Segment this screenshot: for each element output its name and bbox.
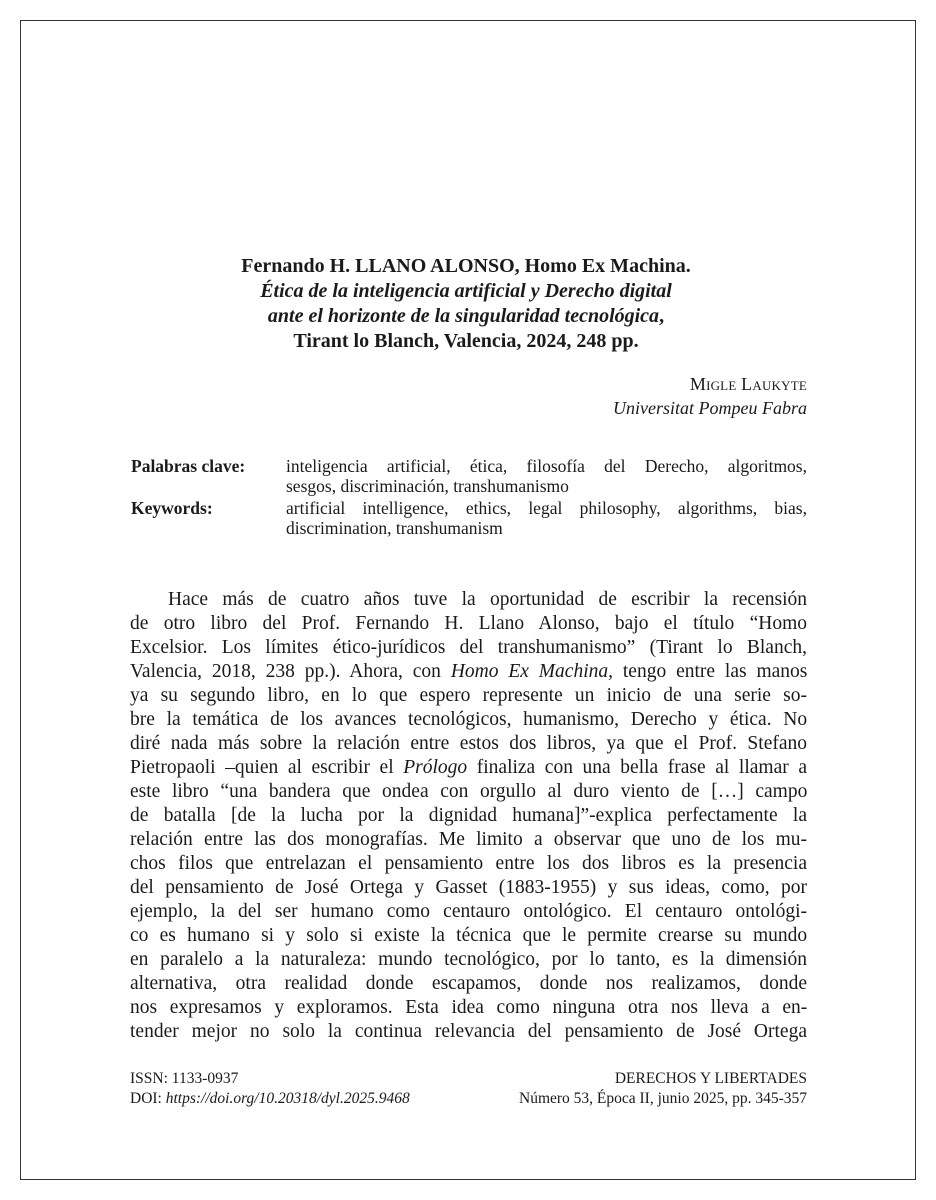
keywords-es-row bbox=[131, 456, 807, 496]
title-line-3-text: ante el horizonte de la singularidad tecnológica bbox=[267, 305, 660, 327]
keywords-es-text bbox=[286, 456, 807, 496]
body-line: chos filos que entrelazan el pensamiento entre los dos libros es la presencia bbox=[130, 853, 807, 874]
body-line bbox=[130, 660, 807, 684]
page-footer bbox=[130, 1069, 807, 1109]
footer-left bbox=[130, 1069, 410, 1109]
doi-label: DOI: bbox=[130, 1090, 166, 1107]
body-paragraph bbox=[130, 588, 807, 1044]
body-line: bre la temática de los avances tecnológicos, humanismo, Derecho y ética. No bbox=[130, 709, 807, 730]
keywords-es-line-1: inteligencia artificial, ética, filosofía del Derecho, algoritmos, bbox=[286, 456, 807, 476]
issue-info: Número 53, Época II, junio 2025, pp. 345-357 bbox=[519, 1090, 807, 1107]
keywords-en-text bbox=[286, 498, 807, 538]
body-line: en paralelo a la naturaleza: mundo tecnológico, por lo tanto, es la dimensión bbox=[130, 949, 807, 970]
prologue-emphasis: Prólogo bbox=[403, 757, 468, 778]
body-line: del pensamiento de José Ortega y Gasset (1883-1955) y sus ideas, como, por bbox=[130, 877, 807, 898]
title-line-4: Tirant lo Blanch, Valencia, 2024, 248 pp. bbox=[293, 330, 639, 352]
keywords-es-label: Palabras clave: bbox=[131, 456, 246, 476]
body-line: de batalla [de la lucha por la dignidad humana]”-explica perfectamente la bbox=[130, 805, 807, 826]
body-line: Excelsior. Los límites ético-jurídicos del transhumanismo” (Tirant lo Blanch, bbox=[130, 637, 807, 658]
body-line-part: tengo entre las manos bbox=[613, 661, 807, 682]
body-line-part: Valencia, 2018, 238 pp.). Ahora, con bbox=[130, 661, 451, 682]
title-line-2: Ética de la inteligencia artificial y Derecho digital bbox=[260, 280, 672, 302]
review-title bbox=[150, 254, 782, 354]
author-affiliation: Universitat Pompeu Fabra bbox=[613, 398, 807, 418]
body-line: de otro libro del Prof. Fernando H. Llano Alonso, bajo el título “Homo bbox=[130, 613, 807, 634]
title-line-3-comma: , bbox=[659, 305, 665, 327]
keywords-en-line-2: discrimination, transhumanism bbox=[286, 518, 503, 538]
doi-link[interactable]: https://doi.org/10.20318/dyl.2025.9468 bbox=[165, 1090, 410, 1107]
author-block bbox=[613, 372, 807, 420]
keywords-es-line-2: sesgos, discriminación, transhumanismo bbox=[286, 476, 569, 496]
doi bbox=[130, 1089, 410, 1109]
body-line: diré nada más sobre la relación entre estos dos libros, ya que el Prof. Stefano bbox=[130, 733, 807, 754]
body-line: ya su segundo libro, en lo que espero represente un inicio de una serie so- bbox=[130, 685, 807, 706]
keywords-en-row bbox=[131, 498, 807, 538]
body-line: este libro “una bandera que ondea con orgullo al duro viento de […] campo bbox=[130, 781, 807, 802]
body-line: relación entre las dos monografías. Me limito a observar que uno de los mu- bbox=[130, 829, 807, 850]
issn: ISSN: 1133-0937 bbox=[130, 1070, 239, 1087]
title-line-3 bbox=[150, 304, 782, 329]
body-line: Hace más de cuatro años tuve la oportunidad de escribir la recensión bbox=[168, 589, 807, 610]
author-name: Migle Laukyte bbox=[689, 374, 807, 394]
body-line-part: Pietropaoli –quien al escribir el bbox=[130, 757, 404, 778]
body-line: nos expresamos y exploramos. Esta idea como ninguna otra nos lleva a en- bbox=[130, 997, 807, 1018]
keywords-en-label: Keywords: bbox=[131, 498, 213, 518]
journal-name: DERECHOS Y LIBERTADES bbox=[614, 1070, 807, 1087]
body-line-part: finaliza con una bella frase al llamar a bbox=[467, 757, 807, 778]
footer-right bbox=[519, 1069, 807, 1109]
body-line: alternativa, otra realidad donde escapamos, donde nos realizamos, donde bbox=[130, 973, 807, 994]
title-line-1: Fernando H. LLANO ALONSO, Homo Ex Machina. bbox=[241, 255, 691, 277]
keywords-en-line-1: artificial intelligence, ethics, legal philosophy, algorithms, bias, bbox=[286, 498, 807, 518]
body-line: tender mejor no solo la continua relevancia del pensamiento de José Ortega bbox=[130, 1021, 807, 1042]
body-line bbox=[130, 756, 807, 780]
body-line: ejemplo, la del ser humano como centauro ontológico. El centauro ontológi- bbox=[130, 901, 807, 922]
body-line: co es humano si y solo si existe la técnica que le permite crearse su mundo bbox=[130, 925, 807, 946]
keywords-block bbox=[131, 456, 807, 540]
book-title-emphasis: Homo Ex Machina, bbox=[450, 661, 613, 682]
